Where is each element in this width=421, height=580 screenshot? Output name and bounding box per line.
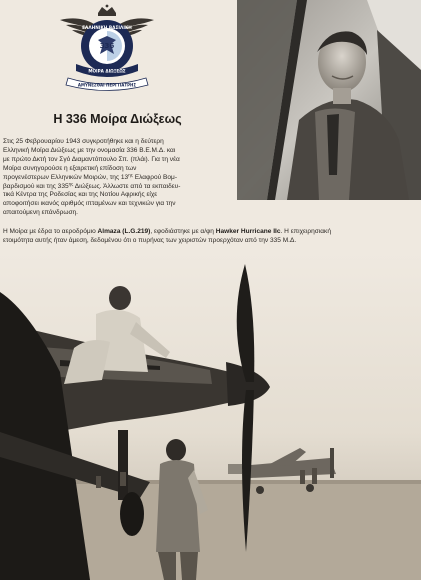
intro-line: προγενέστερων Ελληνικών Μοιρών, της $13^{\eta\varsigma}$ Ελαφρού Βομ-	[3, 172, 177, 181]
portrait-photo	[237, 0, 421, 200]
intro-line: αποφοιτήσει ικανός αριθμός ιπταμένων και τεχνικών για την	[3, 200, 176, 208]
base-line: ετοιμότητα αυτής ήταν άμεση, δεδομένου ότι ο πυρήνας των χειριστών προερχόταν από την 335 Μ.Δ.	[3, 236, 297, 244]
intro-line: Στις 25 Φεβρουαρίου 1943 συγκροτήθηκε και η δεύτερη	[3, 138, 164, 145]
crown-icon	[98, 5, 116, 16]
emblem-number: 336	[99, 42, 115, 50]
intro-line: απαιτούμενη επάνδρωση.	[3, 209, 78, 217]
hurricane-photo	[0, 252, 421, 580]
page-title: Η 336 Μοίρα Διώξεως	[53, 112, 182, 126]
intro-paragraph	[3, 138, 234, 218]
aircraft-name: Hawker Hurricane IIc	[215, 228, 281, 235]
emblem-top-text: ΕΛΛΗΝΙΚΗ ΒΑΣΙΛΙΚΗ	[82, 26, 132, 31]
airfield-name: Almaza (L.G.219)	[97, 228, 151, 235]
intro-line: Ελληνική Μοίρα Διώξεως με την ονομασία 336 Β.Ε.Μ.Δ. και	[3, 146, 176, 154]
base-paragraph	[3, 228, 418, 246]
emblem-band-text: ΜΟΙΡΑ ΔΙΩΞΕΩΣ	[88, 68, 126, 74]
base-line: Η Μοίρα με έδρα το αεροδρόμιο Almaza (L.G.219), εφοδιάστηκε με α/φη Hawker Hurricane IIc. Η επιχειρησιακή	[3, 228, 331, 235]
squadron-emblem	[58, 4, 156, 94]
intro-line: Μοίρα συνηγορούσε η εξαιρετική επίδοση των	[3, 164, 137, 172]
intro-line: με πρώτο Δκτή τον Σγό Διαμαντόπουλο Σπ. (πλάι). Για τη νέα	[3, 155, 180, 163]
emblem-motto: ΑΜΥΝΕΣΘΑΙ ΠΕΡΙ ΠΑΤΡΗΣ	[77, 82, 137, 88]
intro-line: τικά Κέντρα της Ροδεσίας και της Νοτίου Αφρικής είχε	[3, 191, 158, 199]
intro-line: βαρδισμού και της $335^{\eta\varsigma}$ Διώξεως. Άλλωστε από τα εκπαιδευ-	[3, 180, 181, 190]
